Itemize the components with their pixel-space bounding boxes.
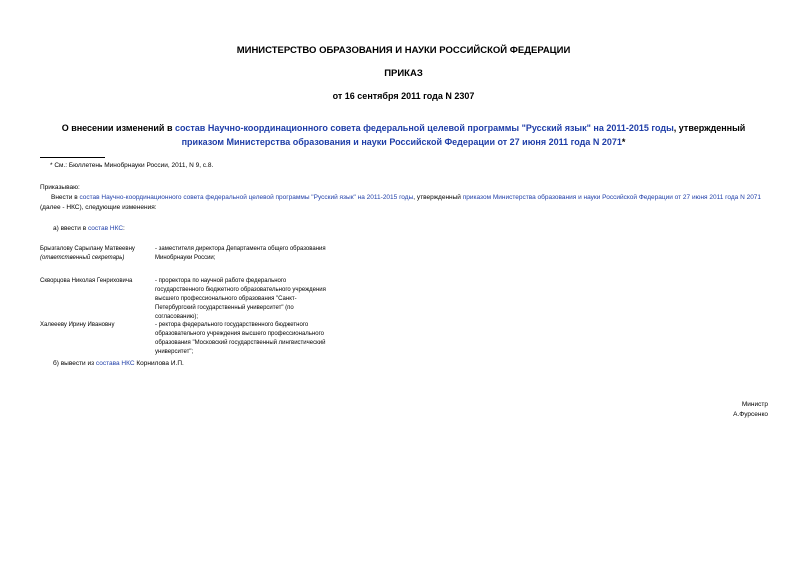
- member-name: [40, 245, 152, 263]
- member-description: - проректора по научной работе федерального государственного бюджетного образовательного учреждения высшего профессионального образования "Санкт-Петербургский государственный университет" (по согласованию);: [155, 278, 326, 320]
- title-footnote-mark: *: [621, 137, 626, 147]
- title-link-council[interactable]: состав Научно-координационного совета федеральной целевой программы "Русский язык" на 2011-2015 годы: [174, 123, 674, 133]
- paragraph-text-3: (далее - НКС), следующие изменения:: [40, 203, 157, 211]
- member-description: - заместителя директора Департамента общего образования Минобрнауки России;: [155, 246, 326, 261]
- signature-position: Министр: [741, 401, 768, 408]
- item-b-link-council[interactable]: состава НКС: [95, 360, 135, 367]
- order-heading: ПРИКАЗ: [384, 68, 423, 79]
- title-link-order[interactable]: приказом Министерства образования и науки Российской Федерации от 27 июня 2011 года N 2071: [181, 137, 622, 147]
- member-name: Скворцова Николая Генриховича: [40, 278, 133, 284]
- item-a-link-council[interactable]: состав НКС: [87, 225, 124, 232]
- paragraph-text-1: Внести в: [51, 194, 80, 201]
- member-name-text: Брызгалову Сарылану Матвеевну: [40, 246, 135, 252]
- ministry-heading: МИНИСТЕРСТВО ОБРАЗОВАНИЯ И НАУКИ РОССИЙСКОЙ ФЕДЕРАЦИИ: [236, 45, 571, 56]
- title-text-1: О внесении изменений в: [61, 123, 175, 133]
- paragraph-text-2: , утвержденный: [413, 194, 463, 201]
- item-b: [53, 359, 184, 369]
- order-intro: Приказываю:: [40, 184, 80, 191]
- item-b-text-1: б) вывести из: [53, 360, 96, 367]
- footnote: * См.: Бюллетень Минобрнауки России, 2011, N 9, с.8.: [50, 162, 214, 169]
- paragraph-link-order[interactable]: приказом Министерства образования и науки Российской Федерации от 27 июня 2011 года N 2071: [462, 194, 762, 201]
- footnote-divider: [40, 157, 105, 158]
- member-description: - ректора федерального государственного бюджетного образовательного учреждения высшего профессионального образования "Московский государственный лингвистический университет";: [155, 322, 326, 355]
- item-b-text-2: Корнилова И.П.: [134, 360, 184, 367]
- order-paragraph: [40, 193, 770, 212]
- title-text-2: , утвержденный: [673, 123, 746, 133]
- member-name: Халеееву Ирину Ивановну: [40, 322, 115, 328]
- item-a-text-2: :: [123, 225, 125, 232]
- item-a: [53, 224, 125, 234]
- document-title: [40, 121, 767, 149]
- order-date-number: от 16 сентября 2011 года N 2307: [332, 91, 475, 101]
- paragraph-link-council[interactable]: состав Научно-координационного совета федеральной целевой программы "Русский язык" на 2011-2015 годы: [79, 194, 414, 201]
- item-a-text-1: а) ввести в: [53, 225, 88, 232]
- member-role-note: (ответственный секретарь): [40, 255, 125, 261]
- signature-name: А.Фурсенко: [733, 411, 768, 418]
